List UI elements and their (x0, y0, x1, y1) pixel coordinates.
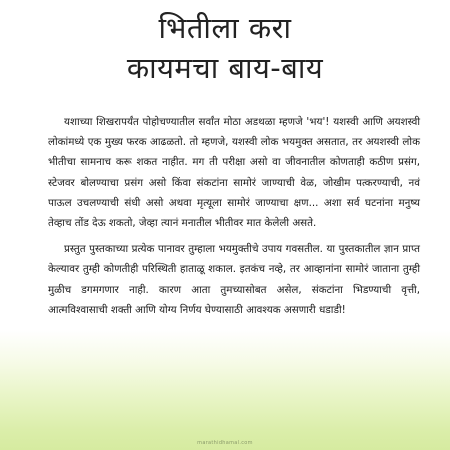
blurb-paragraph-1: यशाच्या शिखरापर्यंत पोहोचण्यातील सर्वांत मोठा अडथळा म्हणजे 'भय'! यशस्वी आणि अयशस्वी लोकांमध्ये एक मुख्य फरक आढळतो. तो म्हणजे, यशस्वी लोक भयमुक्त असतात, तर अयशस्वी लोक भीतीचा सामनाच करू शकत नाहीत. मग ती परीक्षा असो वा जीवनातील कोणताही कठीण प्रसंग, स्टेजवर बोलण्याचा प्रसंग असो किंवा संकटांना सामोरं जाण्याची वेळ, जोखीम पत्करण्याची, नवं पाऊल उचलण्याची संधी असो अथवा मृत्यूला सामोरं जाण्याचा क्षण... अशा सर्व घटनांना मनुष्य तेव्हाच तोंड देऊ शकतो, जेव्हा त्यानं मनातील भीतीवर मात केलेली असते. (48, 116, 420, 230)
blurb-text (48, 112, 420, 320)
title-line-1: भितीला करा (158, 11, 292, 45)
title-line-2: कायमचा बाय-बाय (126, 51, 324, 85)
blurb-paragraph-2: प्रस्तुत पुस्तकाच्या प्रत्येक पानावर तुम्हाला भयमुक्तीचे उपाय गवसतील. या पुस्तकातील ज्ञान प्राप्त केल्यावर तुम्ही कोणतीही परिस्थिती हाताळू शकाल. इतकंच नव्हे, तर आव्हानांना सामोरं जाताना तुम्ही मुळीच डगमगणार नाही. कारण आता तुमच्यासोबत असेल, संकटांना भिडण्याची वृत्ती, आत्मविश्वासाची शक्ती आणि योग्य निर्णय घेण्यासाठी आवश्यक असणारी धडाडी! (48, 243, 420, 316)
watermark-text: marathidhamal.com (197, 440, 253, 446)
